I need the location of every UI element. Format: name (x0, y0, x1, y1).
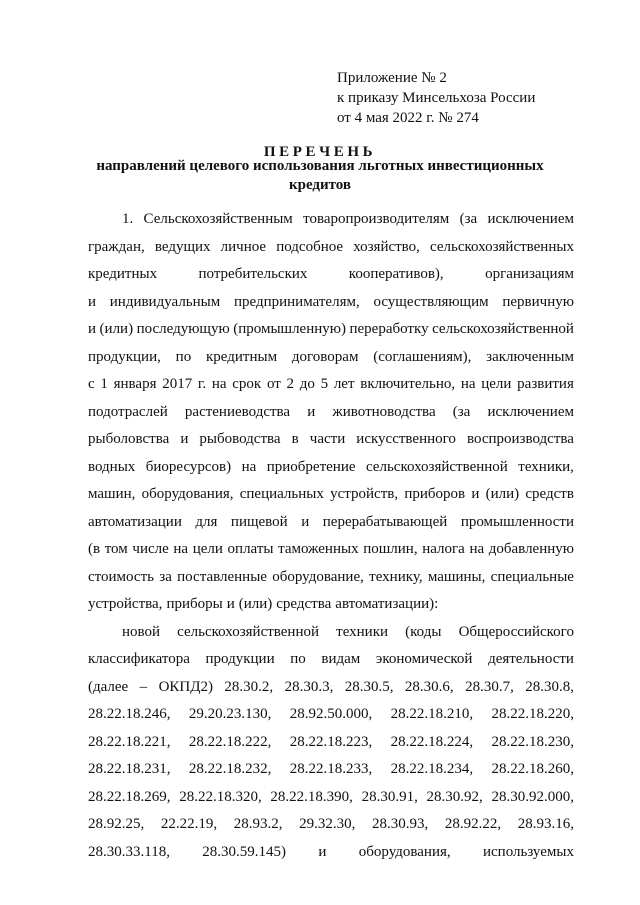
body-word: 28.93.2, (233, 816, 283, 832)
body-word: по (290, 651, 306, 667)
body-word: 28.22.18.222, (188, 733, 272, 750)
body-word: числе (132, 541, 169, 557)
body-word: и (301, 513, 310, 530)
body-word: кредитных (88, 266, 158, 282)
body-word: и (88, 321, 97, 337)
body-word: предпринимателям, (233, 293, 360, 310)
body-word: кредитным (206, 348, 278, 365)
body-word: 28.22.18.269, (88, 788, 171, 805)
body-line (88, 371, 574, 399)
body-word: договорам (291, 348, 359, 365)
body-word: Сельскохозяйственным (143, 211, 293, 227)
body-word: водных (88, 458, 136, 475)
document-title: ПЕРЕЧЕНЬ (263, 144, 377, 160)
body-word: 28.30.59.145) (202, 843, 287, 860)
body-word: средства (276, 596, 332, 612)
body-word: 28.30.33.118, (88, 843, 170, 860)
body-word: 28.93.16, (517, 816, 574, 832)
body-word: (или) (238, 596, 273, 612)
body-word: промышленности (460, 513, 574, 530)
body-word: техники (336, 623, 389, 640)
body-word: оплаты (227, 541, 274, 557)
body-word: г. (197, 376, 207, 392)
body-word: цели (192, 541, 223, 557)
body-line (88, 674, 574, 702)
body-word: 28.22.18.260, (491, 761, 574, 777)
body-line (88, 701, 574, 729)
body-word: сельскохозяйственной (432, 321, 574, 337)
body-word: товаропроизводителям (303, 211, 450, 227)
body-word: граждан, (88, 238, 145, 255)
body-word: налога (422, 541, 465, 557)
body-line (88, 784, 574, 812)
body-word: 28.22.18.223, (289, 733, 373, 750)
body-word: технику, (369, 568, 423, 585)
body-line (88, 234, 574, 262)
body-word: 28.30.5, (344, 678, 394, 695)
body-word: 28.22.18.320, (179, 788, 262, 805)
body-word: переработку (349, 321, 429, 337)
body-word: продукции (205, 651, 275, 667)
body-word: 28.22.18.224, (390, 733, 474, 750)
body-word: 28.30.92, (426, 788, 483, 805)
body-word: (в (88, 541, 101, 557)
body-word: поставленные (177, 568, 267, 585)
body-line (88, 811, 574, 839)
body-word: сельскохозяйственных (430, 238, 574, 255)
body-line (88, 316, 574, 344)
body-word: с (88, 376, 95, 392)
body-word: (далее (88, 678, 129, 695)
document-body (88, 206, 574, 866)
body-line (88, 261, 574, 289)
body-word: специальные (490, 568, 574, 585)
body-line (88, 729, 574, 757)
body-word: 28.22.18.233, (289, 761, 373, 777)
subtitle-line-1: направлений целевого использования льготных инвестиционных (96, 158, 544, 174)
body-word: 28.22.18.230, (491, 733, 574, 750)
body-word: 28.92.50.000, (289, 706, 373, 722)
body-word: 28.30.8, (525, 678, 574, 695)
body-word: экономической (375, 651, 473, 667)
body-word: первичную (502, 293, 574, 310)
body-word: приобретение (266, 458, 356, 475)
body-word: оборудования, (141, 486, 234, 502)
body-word: (промышленную) (233, 321, 346, 337)
body-word: техники, (518, 458, 574, 475)
body-word: ОКПД2) (158, 678, 213, 695)
body-word: 28.30.6, (404, 678, 454, 695)
body-line (88, 454, 574, 482)
body-word: видам (321, 651, 361, 667)
body-word: средств (525, 486, 574, 502)
body-word: цели (481, 376, 512, 392)
body-word: от (266, 376, 281, 392)
body-line (88, 399, 574, 427)
appendix-line-3: от 4 мая 2022 г. № 274 (337, 110, 479, 126)
body-line (88, 646, 574, 674)
body-word: животноводства (332, 403, 436, 420)
body-word: сельскохозяйственной (177, 623, 320, 640)
body-word: устройства, (88, 596, 163, 612)
body-word: 28.22.18.220, (491, 706, 574, 722)
body-word: 28.22.18.231, (88, 761, 171, 777)
body-word: 28.22.18.234, (390, 761, 474, 777)
body-word: 2017 (162, 376, 193, 392)
body-word: рыболовства (88, 431, 170, 447)
body-line (88, 481, 574, 509)
body-word: приборы (166, 596, 223, 612)
body-word: 22.22.19, (160, 816, 218, 832)
body-line (88, 289, 574, 317)
body-word: устройств, (330, 486, 399, 502)
body-word: 28.30.93, (372, 816, 429, 832)
body-word: последующую (136, 321, 230, 337)
body-word: и (471, 486, 480, 502)
body-word: 2 (286, 376, 295, 392)
body-word: стоимость (88, 568, 154, 585)
body-word: – (139, 678, 148, 695)
body-word: на (469, 541, 485, 557)
body-word: перерабатывающей (322, 513, 448, 530)
document-subtitle (0, 157, 640, 195)
body-word: (соглашениям), (373, 348, 472, 365)
body-line (88, 564, 574, 592)
body-word: таможенных (278, 541, 359, 557)
body-word: Общероссийского (458, 623, 574, 640)
body-word: до (299, 376, 315, 392)
body-word: 1. (122, 211, 134, 227)
body-word: в (291, 431, 299, 447)
body-word: пошлин, (363, 541, 418, 557)
body-line (88, 509, 574, 537)
body-word: деятельности (488, 651, 574, 667)
body-word: продукции, (88, 348, 161, 365)
body-word: и (318, 843, 327, 860)
body-word: 28.30.91, (361, 788, 418, 805)
body-word: машины, (427, 568, 486, 585)
body-word: автоматизации (88, 513, 182, 530)
body-line (88, 591, 574, 619)
body-word: на (173, 541, 189, 557)
body-word: рыбоводства (199, 431, 281, 447)
body-word: (или) (485, 486, 520, 502)
body-word: исключением (487, 403, 574, 420)
body-word: 1 (100, 376, 108, 392)
body-word: кооперативов), (348, 266, 444, 282)
body-word: срок (232, 376, 262, 392)
body-word: 28.92.25, (88, 816, 145, 832)
body-word: 28.92.22, (444, 816, 502, 832)
body-word: машин, (88, 486, 136, 502)
body-word: 28.22.18.232, (188, 761, 272, 777)
body-word: 28.22.18.221, (88, 733, 171, 750)
body-word: 28.30.92.000, (491, 788, 574, 805)
body-word: 28.30.3, (284, 678, 334, 695)
body-word: исключением (487, 211, 574, 227)
body-word: оборудование, (272, 568, 364, 585)
body-word: заключенным (486, 348, 574, 365)
body-word: (за (452, 403, 471, 420)
body-word: подотраслей (88, 403, 168, 420)
body-word: хозяйство, (353, 238, 420, 255)
body-word: сельскохозяйственной (365, 458, 508, 475)
body-word: и (226, 596, 235, 612)
body-word: включительно, (360, 376, 456, 392)
body-word: (или) (99, 321, 134, 337)
appendix-header (337, 68, 535, 128)
body-word: том (104, 541, 128, 557)
body-word: 5 (320, 376, 329, 392)
body-word: на (460, 376, 476, 392)
body-word: лет (333, 376, 355, 392)
body-line (88, 619, 574, 647)
body-word: новой (122, 623, 161, 640)
body-word: ведущих (154, 238, 211, 255)
body-word: добавленную (488, 541, 574, 557)
body-line (88, 756, 574, 784)
body-word: для (195, 513, 218, 530)
body-word: искусственного (356, 431, 456, 447)
body-word: потребительских (198, 266, 308, 282)
body-word: индивидуальным (109, 293, 221, 310)
body-word: и (307, 403, 316, 420)
body-word: оборудования, (358, 843, 451, 860)
body-word: биоресурсов) (145, 458, 232, 475)
body-word: (коды (405, 623, 442, 640)
body-word: 28.22.18.210, (390, 706, 474, 722)
body-word: января (113, 376, 157, 392)
body-word: приборов (404, 486, 466, 502)
body-line (88, 536, 574, 564)
body-word: (за (459, 211, 478, 227)
body-word: личное (220, 238, 267, 255)
body-word: 29.32.30, (299, 816, 356, 832)
body-word: воспроизводства (466, 431, 574, 447)
subtitle-line-2: кредитов (288, 177, 352, 193)
body-word: 28.22.18.246, (88, 706, 171, 722)
body-word: 28.30.2, (224, 678, 274, 695)
body-word: 29.20.23.130, (188, 706, 272, 722)
body-word: развития (517, 376, 574, 392)
body-line (88, 206, 574, 234)
body-word: классификатора (88, 651, 190, 667)
body-word: 28.22.18.390, (270, 788, 353, 805)
body-word: 28.30.7, (465, 678, 514, 695)
body-word: за (159, 568, 172, 585)
body-word: части (309, 431, 346, 447)
body-word: осуществляющим (373, 293, 489, 310)
body-line (88, 426, 574, 454)
body-word: и (180, 431, 189, 447)
appendix-line-1: Приложение № 2 (337, 70, 447, 86)
body-line (88, 839, 574, 867)
body-word: подсобное (276, 238, 344, 255)
body-word: специальных (239, 486, 324, 502)
body-word: на (241, 458, 257, 475)
body-word: автоматизации): (335, 596, 439, 612)
body-word: и (88, 293, 97, 310)
body-word: организациям (485, 266, 574, 282)
appendix-line-2: к приказу Минсельхоза России (337, 90, 536, 106)
body-word: пищевой (230, 513, 288, 530)
body-word: используемых (482, 843, 574, 860)
body-word: по (175, 348, 192, 365)
body-line (88, 344, 574, 372)
body-word: на (211, 376, 227, 392)
body-word: растениеводства (184, 403, 291, 420)
